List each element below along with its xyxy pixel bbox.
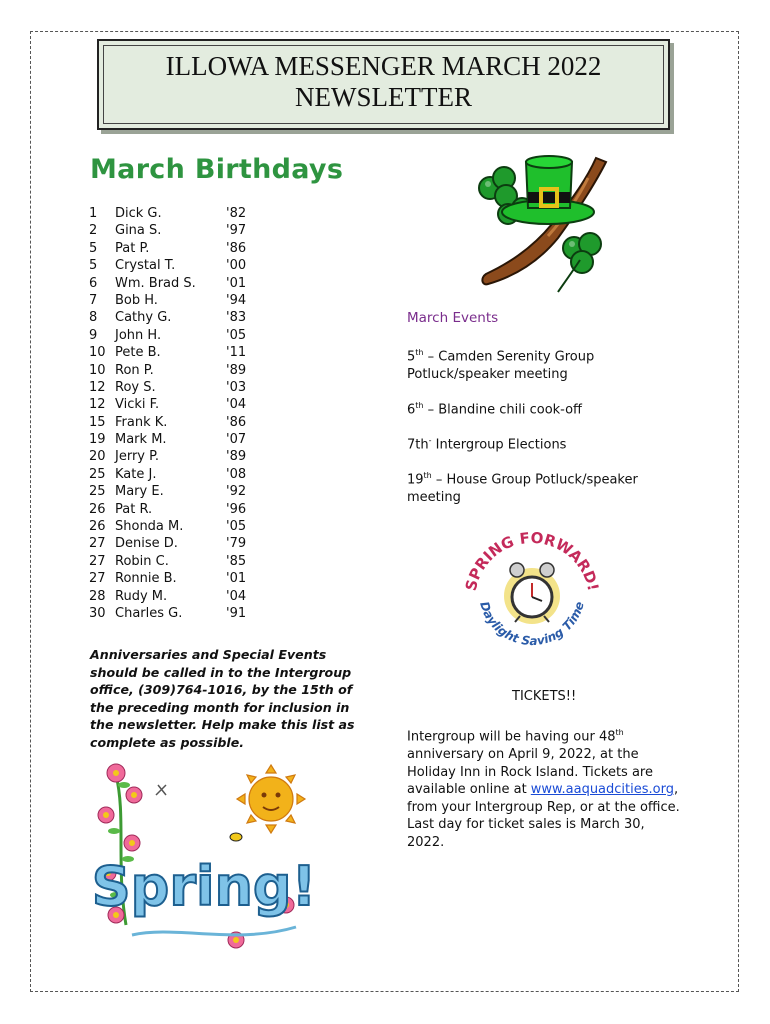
birthday-row — [89, 448, 289, 465]
birthday-row — [89, 309, 289, 326]
birthday-year: '96 — [226, 501, 247, 517]
birthday-name: Frank K. — [115, 414, 168, 430]
birthday-year: '79 — [226, 536, 247, 552]
birthday-day: 28 — [89, 588, 106, 604]
birthday-day: 20 — [89, 449, 106, 465]
birthday-year: '05 — [226, 519, 247, 535]
birthday-name: Robin C. — [115, 553, 169, 569]
birthday-row — [89, 483, 289, 500]
birthday-day: 12 — [89, 397, 106, 413]
birthday-name: Crystal T. — [115, 258, 176, 274]
birthday-day: 7 — [89, 292, 98, 308]
tickets-announcement: Intergroup will be having our 48th anniversary on April 9, 2022, at the Holiday Inn in Rock Island. Tickets are available online at www.aaquadcities.org, from your Intergroup Rep, or at the office. Last day for ticket sales is March 30, 2022. — [407, 728, 680, 850]
birthday-day: 27 — [89, 536, 106, 552]
birthday-name: Mary E. — [115, 484, 164, 500]
birthday-year: '89 — [226, 362, 247, 378]
birthday-day: 1 — [89, 206, 98, 221]
birthday-name: Mark M. — [115, 432, 167, 448]
aaquadcities-link[interactable]: www.aaquadcities.org — [530, 782, 674, 798]
birthday-name: Kate J. — [115, 466, 157, 482]
birthday-year: '03 — [226, 379, 247, 395]
birthday-name: Shonda M. — [115, 519, 184, 535]
birthday-name: Ron P. — [115, 362, 154, 378]
birthday-day: 5 — [89, 240, 98, 256]
birthday-name: Gina S. — [115, 223, 162, 239]
birthday-name: Charles G. — [115, 605, 183, 621]
birthday-year: '01 — [226, 275, 247, 291]
birthdays-heading: March Birthdays — [90, 154, 344, 185]
birthday-day: 12 — [89, 379, 106, 395]
birthday-name: Vicki F. — [115, 397, 160, 413]
birthday-year: '92 — [226, 484, 247, 500]
birthday-row — [89, 588, 289, 605]
birthday-name: Dick G. — [115, 206, 162, 221]
birthday-row — [89, 240, 289, 257]
spring-forward-clock-icon — [457, 530, 607, 660]
birthday-row — [89, 275, 289, 292]
birthday-row — [89, 414, 289, 431]
spring-forward-text: SPRING FORWARD! — [461, 530, 603, 593]
daylight-saving-text: Daylight Saving Time — [477, 599, 587, 649]
newsletter-title-box — [97, 39, 670, 130]
spring-word-text: Spring! — [91, 855, 317, 918]
birthday-row — [89, 535, 289, 552]
event-item: 7th- Intergroup Elections — [407, 436, 567, 453]
birthday-day: 30 — [89, 605, 106, 621]
birthday-year: '94 — [226, 292, 247, 308]
birthday-year: '00 — [226, 258, 247, 274]
tickets-heading: TICKETS!! — [512, 689, 577, 704]
birthday-day: 26 — [89, 519, 106, 535]
birthday-name: Roy S. — [115, 379, 156, 395]
birthday-day: 9 — [89, 327, 98, 343]
birthday-year: '01 — [226, 571, 247, 587]
birthday-year: '97 — [226, 223, 247, 239]
birthday-day: 6 — [89, 275, 98, 291]
birthday-year: '04 — [226, 588, 247, 604]
birthday-day: 10 — [89, 345, 106, 361]
birthday-day: 27 — [89, 571, 106, 587]
birthday-year: '04 — [226, 397, 247, 413]
birthday-year: '86 — [226, 414, 247, 430]
birthday-day: 5 — [89, 258, 98, 274]
birthday-year: '08 — [226, 466, 247, 482]
birthday-day: 15 — [89, 414, 106, 430]
birthday-row — [89, 362, 289, 379]
event-item: 5th – Camden Serenity Group Potluck/speaker meeting — [407, 348, 595, 382]
birthday-year: '89 — [226, 449, 247, 465]
title-line-1: ILLOWA MESSENGER MARCH 2022 — [165, 51, 602, 81]
birthday-year: '83 — [226, 310, 247, 326]
birthday-name: Rudy M. — [115, 588, 168, 604]
birthday-row — [89, 292, 289, 309]
birthday-name: Cathy G. — [115, 310, 172, 326]
birthday-day: 19 — [89, 432, 106, 448]
event-item: 19th – House Group Potluck/speaker meeting — [407, 471, 638, 505]
birthday-year: '05 — [226, 327, 247, 343]
birthday-year: '07 — [226, 432, 247, 448]
birthday-name: Jerry P. — [115, 449, 160, 465]
birthday-day: 27 — [89, 553, 106, 569]
birthday-row — [89, 222, 289, 239]
birthday-row — [89, 518, 289, 535]
birthday-day: 2 — [89, 223, 98, 239]
birthday-day: 10 — [89, 362, 106, 378]
birthday-row — [89, 466, 289, 483]
birthday-row — [89, 605, 289, 622]
birthday-name: John H. — [115, 327, 162, 343]
birthday-day: 25 — [89, 466, 106, 482]
event-item: 6th – Blandine chili cook-off — [407, 401, 583, 418]
birthday-year: '86 — [226, 240, 247, 256]
birthday-name: Pete B. — [115, 345, 161, 361]
birthday-year: '85 — [226, 553, 247, 569]
birthday-row — [89, 379, 289, 396]
birthday-name: Denise D. — [115, 536, 178, 552]
birthday-row — [89, 396, 289, 413]
march-events-heading: March Events — [407, 310, 499, 326]
birthday-name: Ronnie B. — [115, 571, 177, 587]
birthday-row — [89, 570, 289, 587]
birthday-year: '91 — [226, 605, 247, 621]
birthday-day: 26 — [89, 501, 106, 517]
birthday-name: Pat R. — [115, 501, 153, 517]
birthday-row — [89, 431, 289, 448]
birthday-row — [89, 501, 289, 518]
spring-flowers-sun-icon — [86, 755, 321, 955]
birthday-name: Wm. Brad S. — [115, 275, 196, 291]
birthday-list — [89, 205, 289, 622]
birthday-row — [89, 257, 289, 274]
birthday-name: Bob H. — [115, 292, 158, 308]
birthday-year: '11 — [226, 345, 247, 361]
birthday-row — [89, 553, 289, 570]
leprechaun-hat-shamrock-icon — [468, 148, 620, 296]
birthday-row — [89, 344, 289, 361]
birthday-year: '82 — [226, 206, 247, 221]
birthday-row — [89, 327, 289, 344]
title-line-2: NEWSLETTER — [295, 82, 472, 112]
birthday-day: 8 — [89, 310, 98, 326]
birthday-day: 25 — [89, 484, 106, 500]
birthday-name: Pat P. — [115, 240, 150, 256]
birthday-row — [89, 205, 289, 222]
anniversary-note: Anniversaries and Special Events should be called in to the Intergroup office, (309)764-1016, by the 15th of the preceding month for inclusion in the newsletter. Help make this list as complete as possible. — [90, 647, 355, 750]
